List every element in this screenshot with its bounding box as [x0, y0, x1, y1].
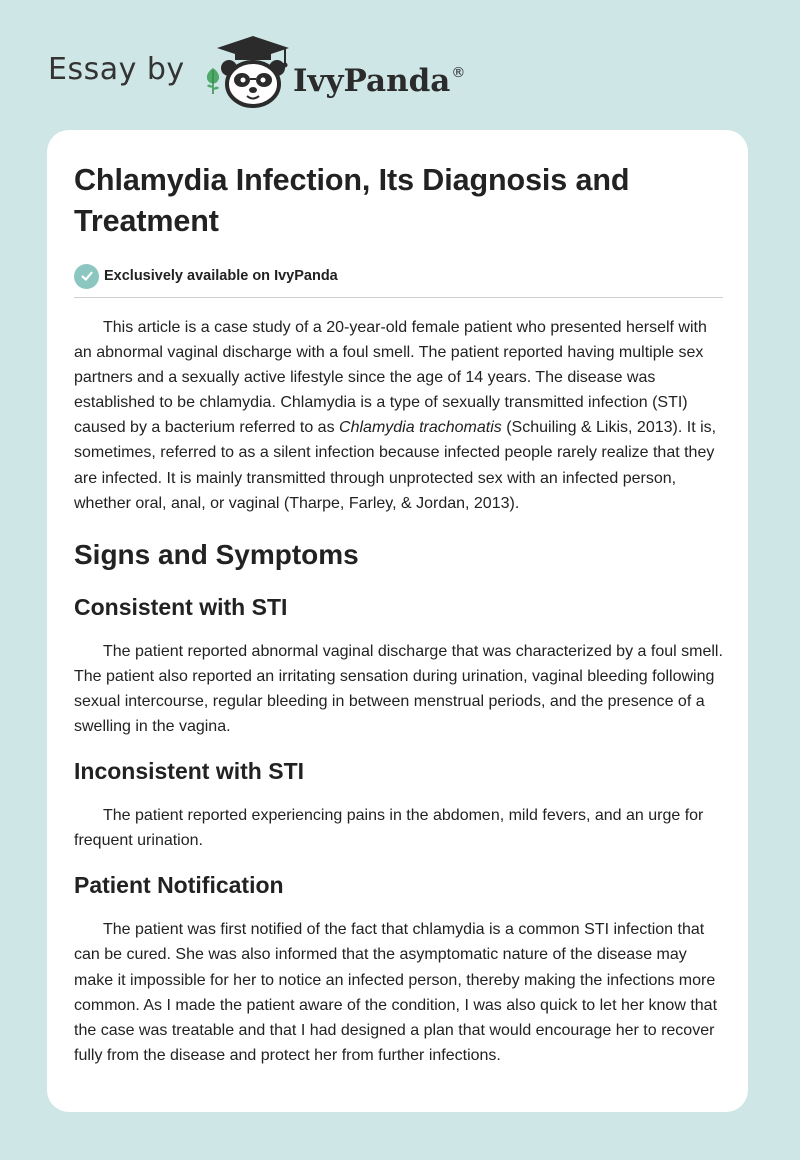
essay-content	[74, 160, 724, 1068]
registered-mark: ®	[451, 65, 466, 81]
consistent-heading: Consistent with STI	[74, 593, 288, 620]
site-header	[0, 0, 800, 125]
inconsistent-paragraph: The patient reported experiencing pains in the abdomen, mild fevers, and an urge for frequent urination.	[74, 807, 704, 850]
consistent-paragraph: The patient reported abnormal vaginal discharge that was characterized by a foul smell. The patient also reported an irritating sensation during urination, vaginal bleeding following sexual intercourse, regular bleeding in between menstrual periods, and the presence of a swelling in the vagina.	[74, 642, 723, 736]
intro-text-end: (Schuiling & Likis, 2013). It is, sometimes, referred to as a silent infection because infected people rarely realize that they are infected. It is mainly transmitted through unprotected sex with an infected person, whether oral, anal, or vaginal (Tharpe, Farley, & Jordan, 2013).	[74, 419, 717, 512]
brand-text: IvyPanda	[293, 63, 451, 99]
essay-title: Chlamydia Infection, Its Diagnosis and Treatment	[74, 163, 630, 238]
divider	[74, 297, 723, 298]
brand-name	[293, 53, 465, 101]
intro-text-start: This article is a case study of a 20-year-old female patient who presented herself with an abnormal vaginal discharge with a foul smell. The patient reported having multiple sex partners and a sexually active lifestyle since the age of 14 years. The disease was established to be chlamydia. Chlamydia is a type of sexually transmitted infection (STI) caused by a bacterium referred to as	[74, 319, 707, 437]
essay-card	[47, 130, 748, 1112]
intro-paragraph	[74, 315, 724, 516]
intro-italic-term: Chlamydia trachomatis	[339, 419, 502, 437]
essay-by-label: Essay by	[48, 52, 185, 87]
notification-heading: Patient Notification	[74, 872, 284, 899]
panda-graduate-logo	[215, 34, 291, 110]
inconsistent-heading: Inconsistent with STI	[74, 758, 305, 785]
exclusive-label: Exclusively available on IvyPanda	[104, 268, 338, 284]
notification-paragraph: The patient was first notified of the fact that chlamydia is a common STI infection that can be cured. She was also informed that the asymptomatic nature of the disease may make it impossible for her to notice an infected person, thereby making the infections more common. As I made the patient aware of the condition, I was also quick to let her know that the case was treatable and that I had designed a plan that would encourage her to recover fully from the disease and protect her from further infections.	[74, 921, 718, 1064]
exclusive-badge	[74, 263, 724, 289]
check-icon	[74, 264, 99, 289]
signs-heading: Signs and Symptoms	[74, 538, 359, 570]
